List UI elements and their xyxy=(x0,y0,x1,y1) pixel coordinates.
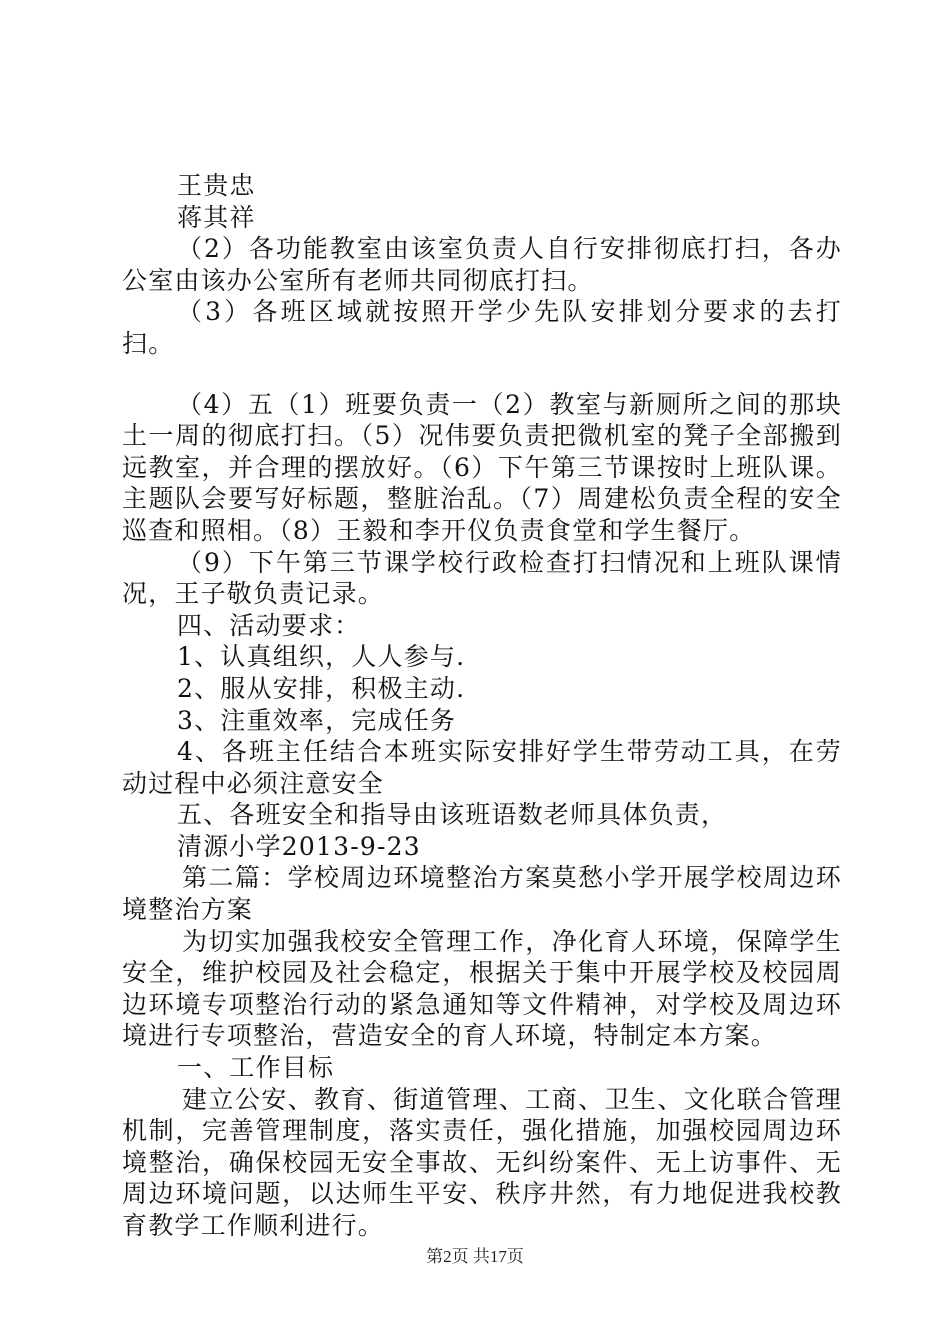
paragraph-goals: 建立公安、教育、街道管理、工商、卫生、文化联合管理机制，完善管理制度，落实责任，强化措施，加强校园周边环境整治，确保校园无安全事故、无纠纷案件、无上访事件、无周边环境问题，以达师生平安、秩序井然，有力地促进我校教育教学工作顺利进行。 xyxy=(122,1084,842,1240)
paragraph-name-1: 王贵忠 xyxy=(177,171,256,200)
paragraph-item-2: （2）各功能教室由该室负责人自行安排彻底打扫，各办公室由该办公室所有老师共同彻底打扫。 xyxy=(122,234,842,295)
requirement-3: 3、注重效率，完成任务 xyxy=(177,705,457,735)
paragraph-intro: 为切实加强我校安全管理工作，净化育人环境，保障学生安全，维护校园及社会稳定，根据关于集中开展学校及校园周边环境专项整治行动的紧急通知等文件精神，对学校及周边环境进行专项整治，营造安全的育人环境，特制定本方案。 xyxy=(122,926,842,1051)
paragraph-item-3: （3）各班区域就按照开学少先队安排划分要求的去打扫。 xyxy=(122,297,842,358)
document-body xyxy=(122,170,842,1242)
requirement-4: 4、各班主任结合本班实际安排好学生带劳动工具，在劳动过程中必须注意安全 xyxy=(122,737,842,798)
section-heading-requirements: 四、活动要求： xyxy=(177,610,361,640)
section-five: 五、各班安全和指导由该班语数老师具体负责， xyxy=(177,800,728,830)
paragraph-item-9: （9）下午第三节课学校行政检查打扫情况和上班队课情况，王子敬负责记录。 xyxy=(122,547,842,609)
paragraph-items-4-8: （4）五（1）班要负责一（2）教室与新厕所之间的那块土一周的彻底打扫。（5）况伟要负责把微机室的凳子全部搬到远教室，并合理的摆放好。（6）下午第三节课按时上班队课。主题队会要写好标题，整脏治乱。（7）周建松负责全程的安全巡查和照相。（8）王毅和李开仪负责食堂和学生餐厅。 xyxy=(122,389,842,545)
page-number-footer: 第2页 共17页 xyxy=(426,1247,524,1266)
signature-date: 清源小学2013-9-23 xyxy=(177,831,421,861)
section-heading-goals: 一、工作目标 xyxy=(177,1053,335,1083)
requirement-2: 2、服从安排，积极主动. xyxy=(177,673,466,703)
requirement-1: 1、认真组织，人人参与. xyxy=(177,642,466,672)
paragraph-gap xyxy=(122,360,842,389)
second-article-title: 第二篇：学校周边环境整治方案莫愁小学开展学校周边环境整治方案 xyxy=(122,863,842,925)
paragraph-name-2: 蒋其祥 xyxy=(177,202,256,232)
